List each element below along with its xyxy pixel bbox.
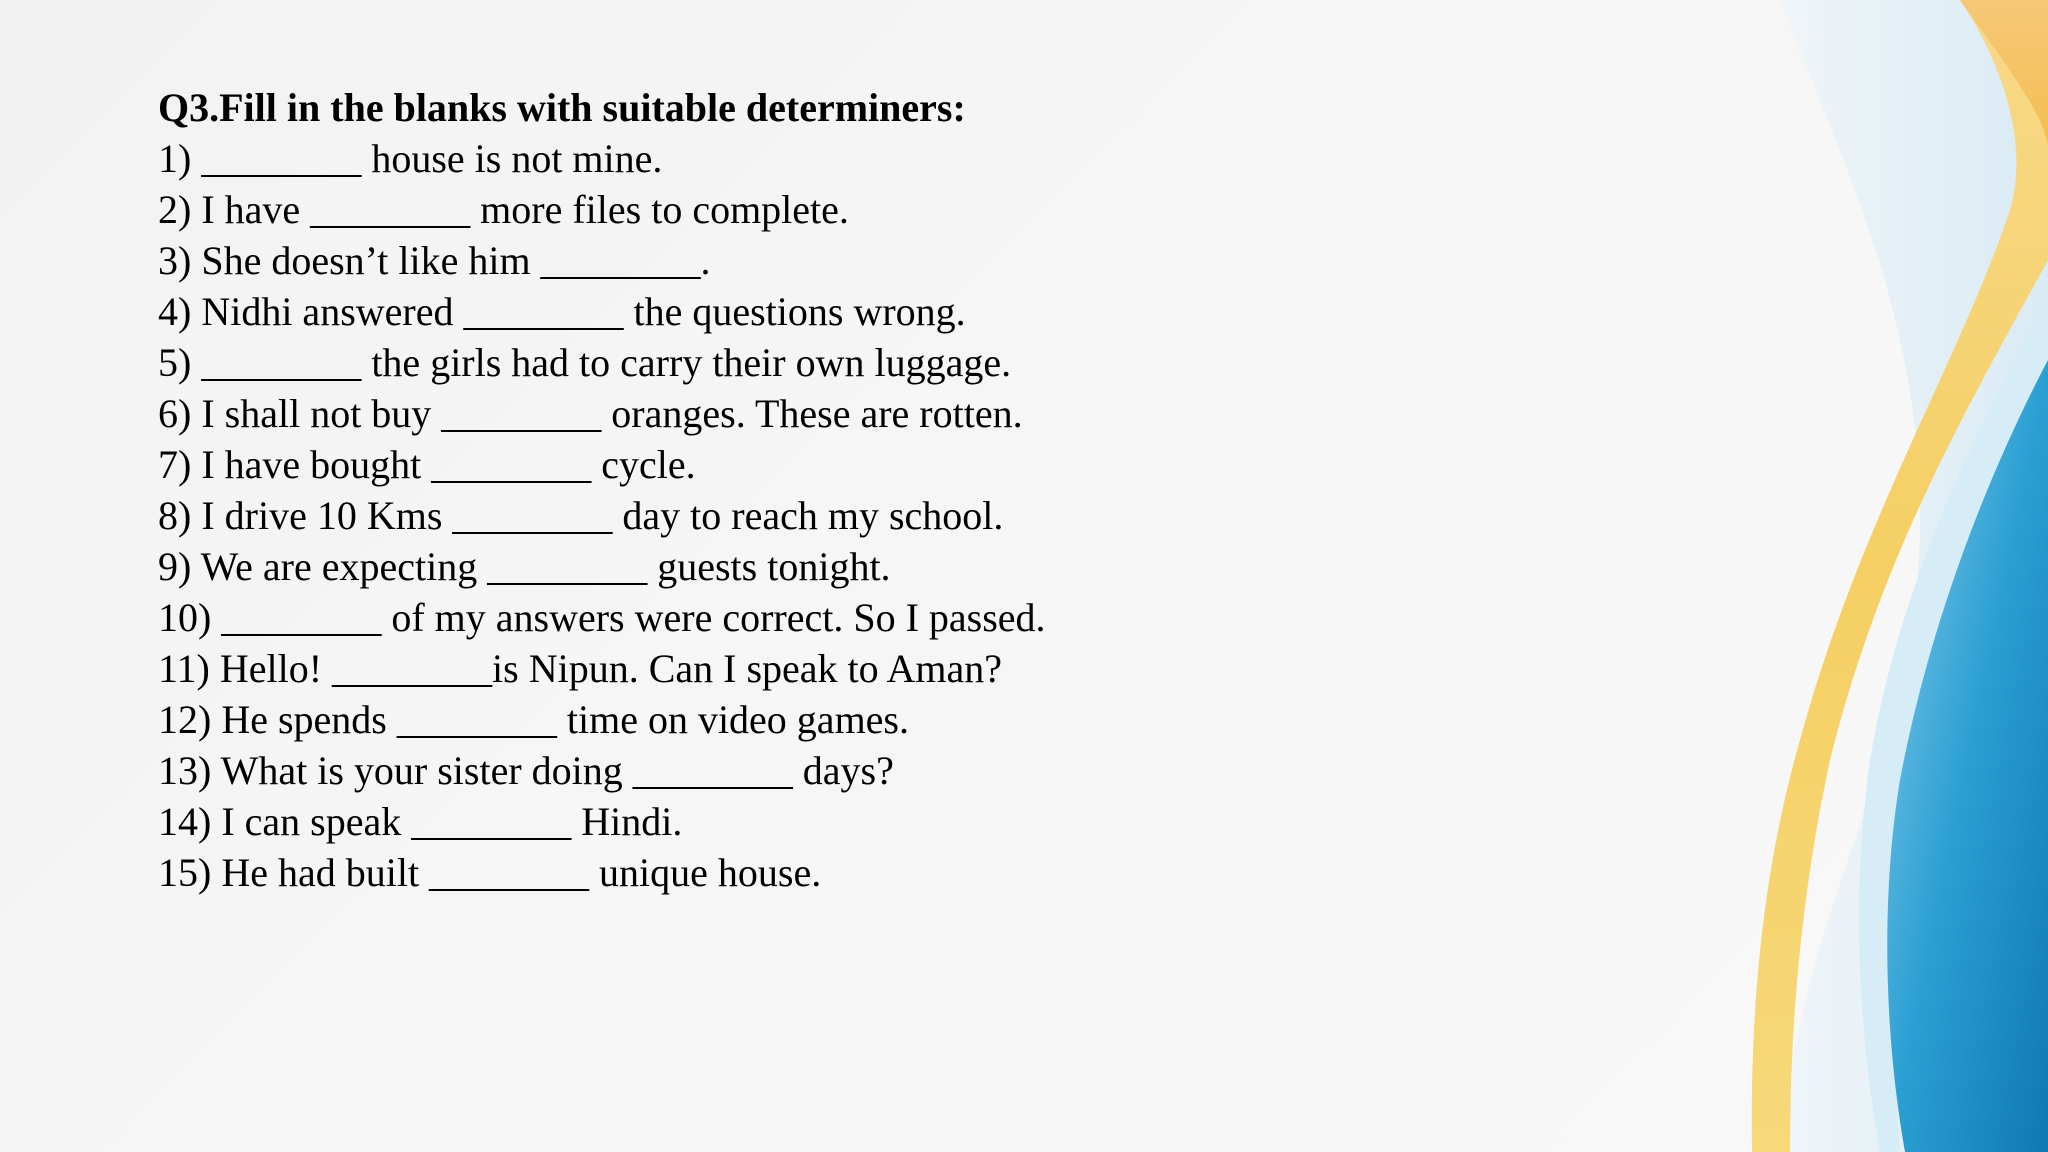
question-title: Q3.Fill in the blanks with suitable determiners: [158,85,966,130]
exercise-item: 1) ________ house is not mine. [158,136,663,181]
exercise-item: 7) I have bought ________ cycle. [158,442,696,487]
exercise-item: 5) ________ the girls had to carry their own luggage. [158,340,1012,385]
exercise-item: 9) We are expecting ________ guests tonight. [158,544,891,589]
exercise-item: 15) He had built ________ unique house. [158,850,822,895]
exercise-item: 6) I shall not buy ________ oranges. These are rotten. [158,391,1023,436]
yellow-wave-shape [1752,0,2048,1152]
exercise-item: 8) I drive 10 Kms ________ day to reach my school. [158,493,1004,538]
exercise-item: 12) He spends ________ time on video games. [158,697,909,742]
exercise-item: 13) What is your sister doing ________ days? [158,748,894,793]
pale-wave-shape [1780,0,2048,1152]
exercise-item: 11) Hello! ________is Nipun. Can I speak to Aman? [158,646,1002,691]
exercise-item: 14) I can speak ________ Hindi. [158,799,683,844]
exercise-item: 3) She doesn’t like him ________. [158,238,711,283]
exercise-content [158,82,1658,898]
light-blue-wave-shape [1859,300,2048,1152]
orange-wave-shape [1960,0,2048,150]
exercise-item: 10) ________ of my answers were correct. So I passed. [158,595,1046,640]
blue-wave-shape [1887,360,2048,1152]
exercise-item: 2) I have ________ more files to complete. [158,187,849,232]
exercise-item: 4) Nidhi answered ________ the questions wrong. [158,289,966,334]
